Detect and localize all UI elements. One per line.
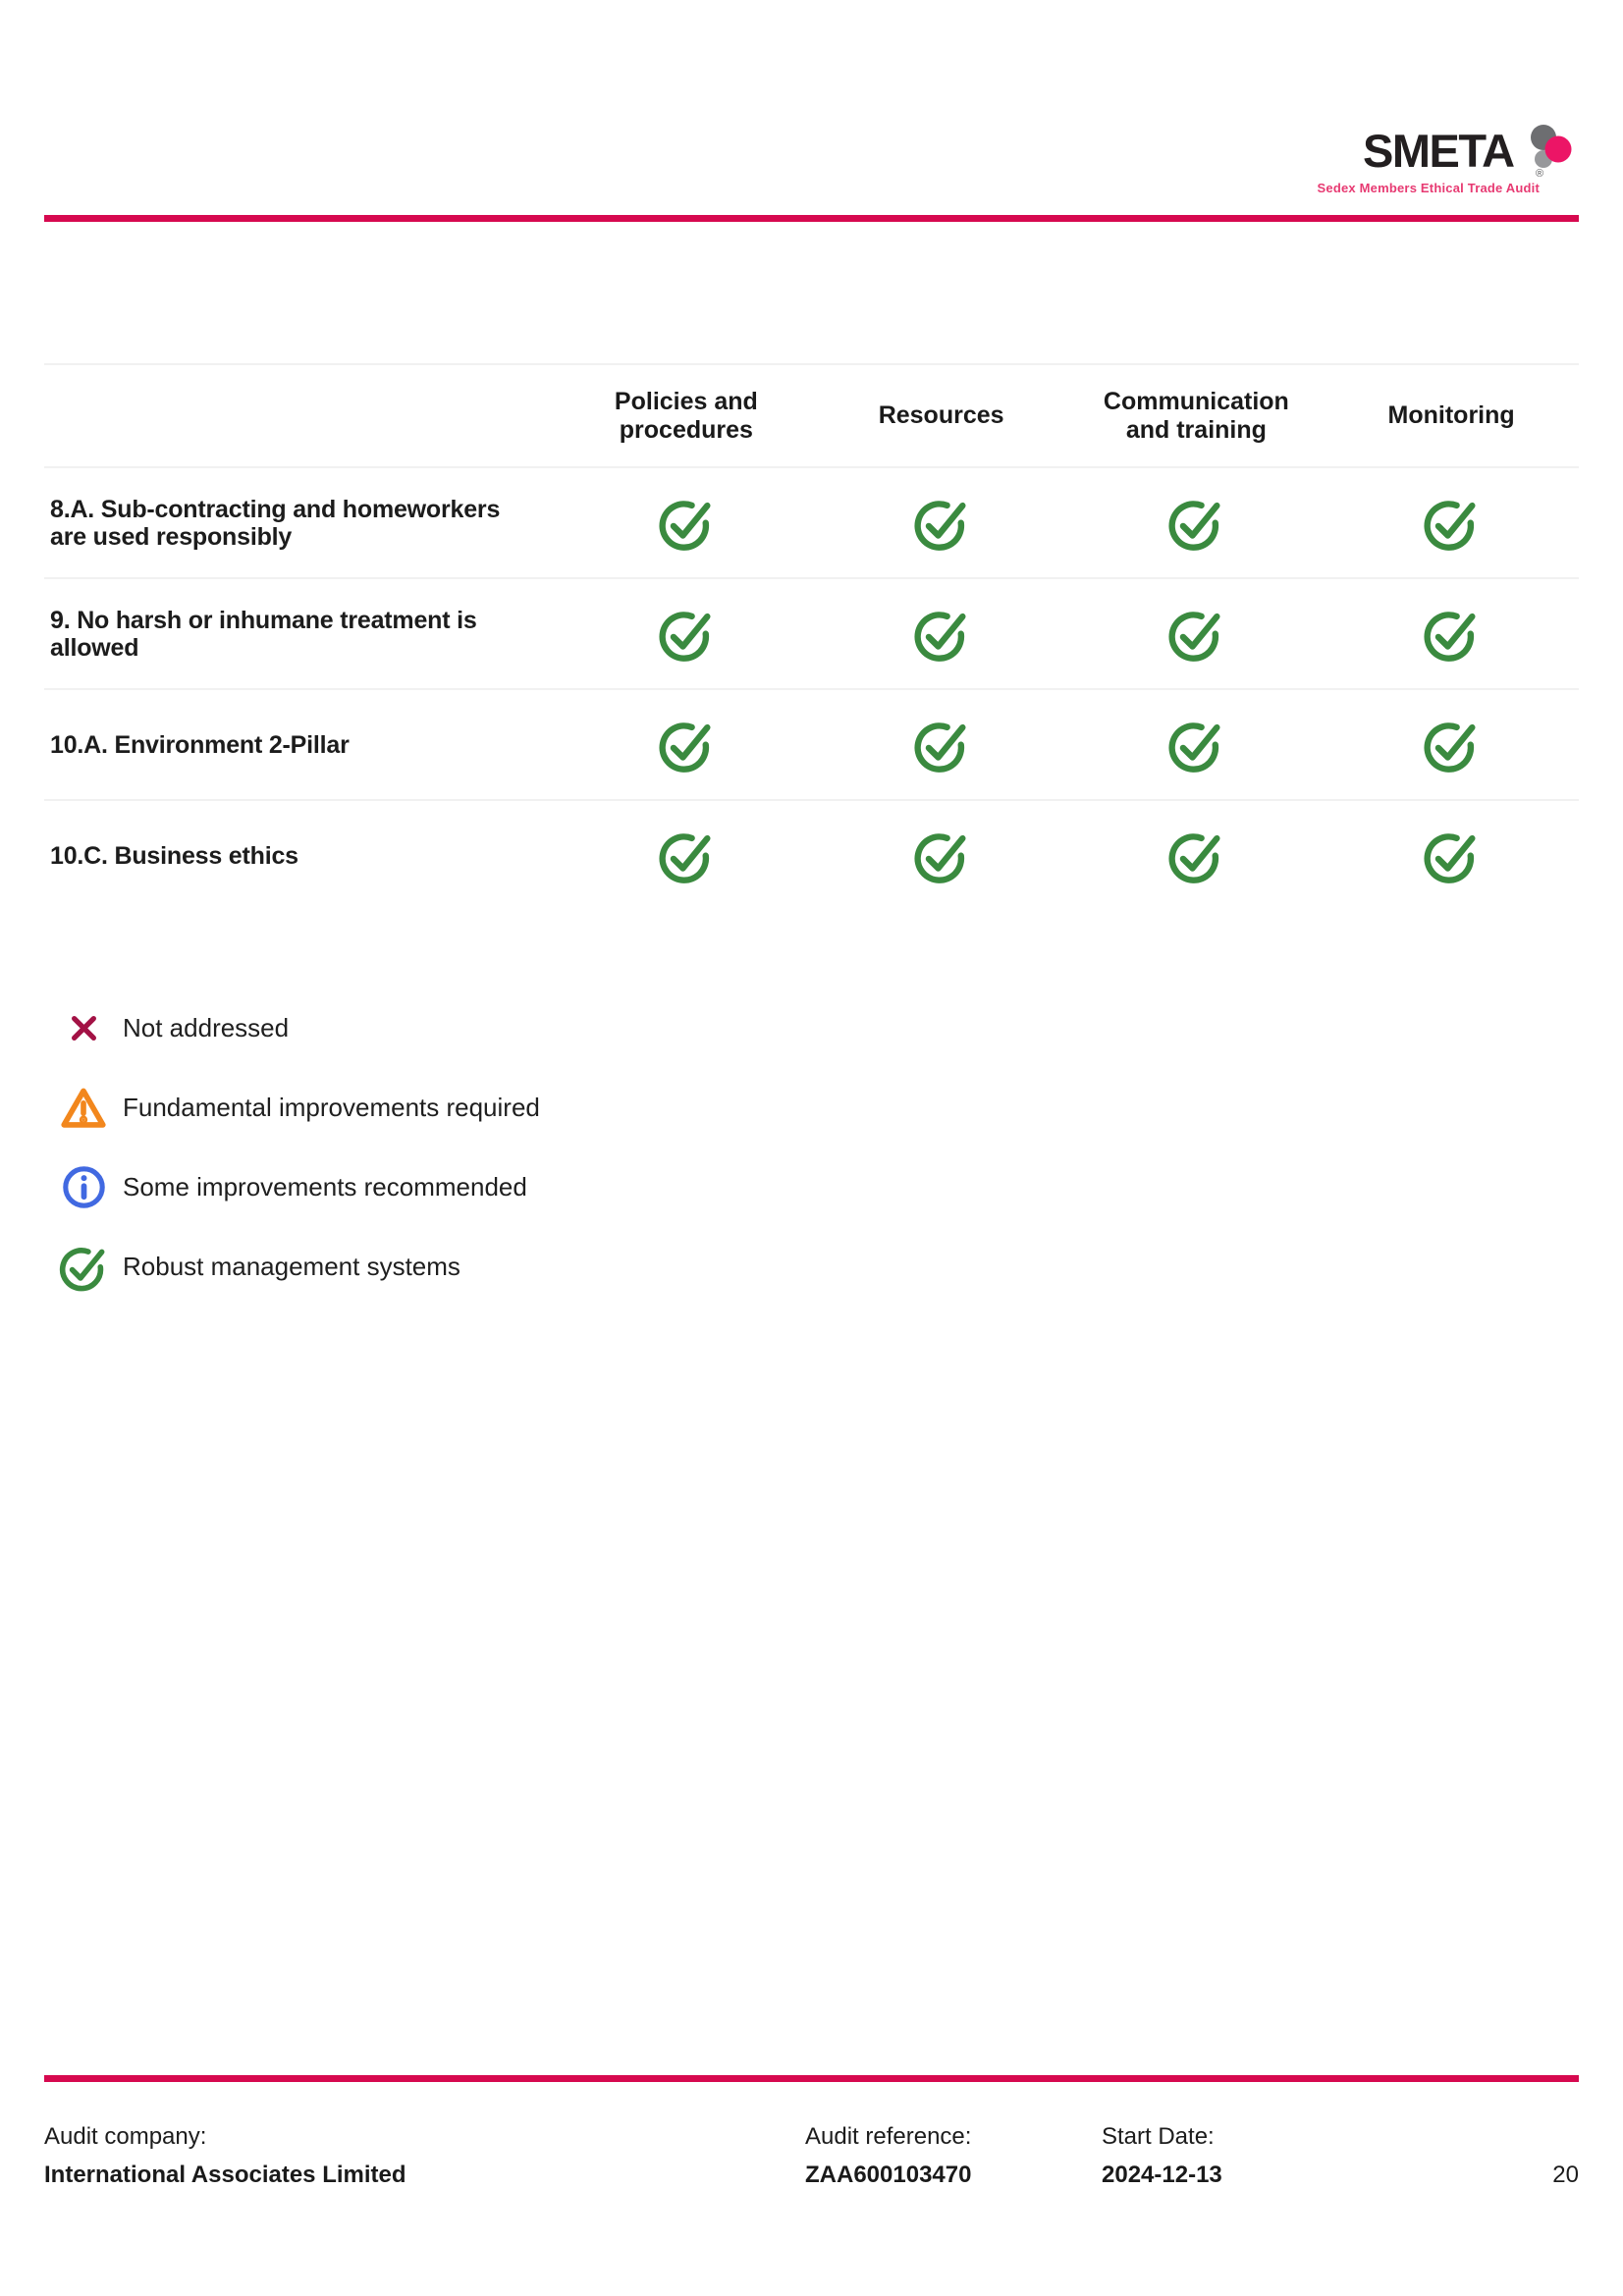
check-circle-icon — [1164, 603, 1227, 666]
check-circle-icon — [655, 825, 718, 887]
check-circle-icon — [1420, 492, 1483, 555]
footer-audit-company — [44, 2123, 406, 2189]
footer-field-value: 2024-12-13 — [1102, 2162, 1222, 2188]
footer-start-date — [1102, 2123, 1222, 2189]
legend-icon-box — [44, 1082, 123, 1135]
footer-audit-reference — [805, 2123, 971, 2189]
page-number: 20 — [1552, 2162, 1579, 2188]
status-cell — [559, 603, 814, 666]
check-circle-icon — [910, 714, 973, 776]
check-circle-icon — [1420, 714, 1483, 776]
status-cell — [1069, 714, 1325, 776]
status-cell — [559, 492, 814, 555]
status-cell — [814, 825, 1069, 887]
registered-mark: ® — [1536, 168, 1544, 179]
smeta-wordmark: SMETA — [1363, 125, 1514, 177]
status-cell — [1324, 825, 1579, 887]
status-cell — [1069, 825, 1325, 887]
check-circle-icon — [1164, 825, 1227, 887]
status-cell — [559, 825, 814, 887]
status-legend — [44, 988, 540, 1307]
legend-label: Fundamental improvements required — [123, 1093, 540, 1122]
compliance-matrix — [44, 363, 1579, 910]
legend-item — [44, 1148, 540, 1227]
legend-icon-box — [44, 1240, 123, 1295]
check-circle-icon — [910, 825, 973, 887]
check-circle-icon — [1164, 714, 1227, 776]
table-row — [44, 468, 1579, 577]
check-circle-icon — [1420, 825, 1483, 887]
footer-field-label: Start Date: — [1102, 2123, 1215, 2150]
column-header: Policies and procedures — [614, 387, 758, 444]
header-rule — [44, 215, 1579, 222]
table-row — [44, 688, 1579, 799]
status-cell — [559, 714, 814, 776]
check-circle-icon — [1420, 603, 1483, 666]
row-label: 9. No harsh or inhumane treatment is allowed — [50, 606, 477, 662]
column-header: Monitoring — [1387, 401, 1515, 429]
legend-label: Some improvements recommended — [123, 1172, 527, 1201]
footer-field-label: Audit reference: — [805, 2123, 972, 2150]
status-cell — [814, 603, 1069, 666]
check-circle-icon — [910, 492, 973, 555]
table-row — [44, 799, 1579, 910]
smeta-logo-dots-icon — [1527, 124, 1572, 179]
legend-item — [44, 1227, 540, 1307]
legend-item — [44, 1068, 540, 1148]
matrix-header-row — [44, 363, 1579, 468]
footer-field-value: International Associates Limited — [44, 2162, 406, 2188]
check-circle-icon — [655, 492, 718, 555]
legend-label: Not addressed — [123, 1013, 290, 1042]
smeta-tagline: Sedex Members Ethical Trade Audit — [1317, 181, 1540, 195]
warning-triangle-icon — [57, 1082, 110, 1135]
cross-icon — [66, 1010, 102, 1046]
check-circle-icon — [910, 603, 973, 666]
check-circle-icon — [655, 603, 718, 666]
status-cell — [814, 492, 1069, 555]
check-circle-icon — [56, 1240, 111, 1295]
legend-icon-box — [44, 1162, 123, 1212]
status-cell — [1324, 492, 1579, 555]
column-header: Communication and training — [1103, 387, 1289, 444]
info-circle-icon — [59, 1162, 109, 1212]
status-cell — [1069, 603, 1325, 666]
column-header: Resources — [878, 401, 1004, 429]
smeta-logo — [1317, 125, 1572, 198]
legend-item — [44, 988, 540, 1068]
footer-rule — [44, 2075, 1579, 2082]
status-cell — [1324, 603, 1579, 666]
legend-label: Robust management systems — [123, 1252, 460, 1281]
status-cell — [814, 714, 1069, 776]
footer-field-label: Audit company: — [44, 2123, 207, 2150]
check-circle-icon — [655, 714, 718, 776]
check-circle-icon — [1164, 492, 1227, 555]
status-cell — [1324, 714, 1579, 776]
footer-field-value: ZAA600103470 — [805, 2162, 972, 2188]
row-label: 10.A. Environment 2-Pillar — [50, 730, 350, 759]
table-row — [44, 577, 1579, 688]
legend-icon-box — [44, 1010, 123, 1046]
row-label: 8.A. Sub-contracting and homeworkers are used responsibly — [50, 495, 501, 551]
row-label: 10.C. Business ethics — [50, 841, 298, 870]
status-cell — [1069, 492, 1325, 555]
